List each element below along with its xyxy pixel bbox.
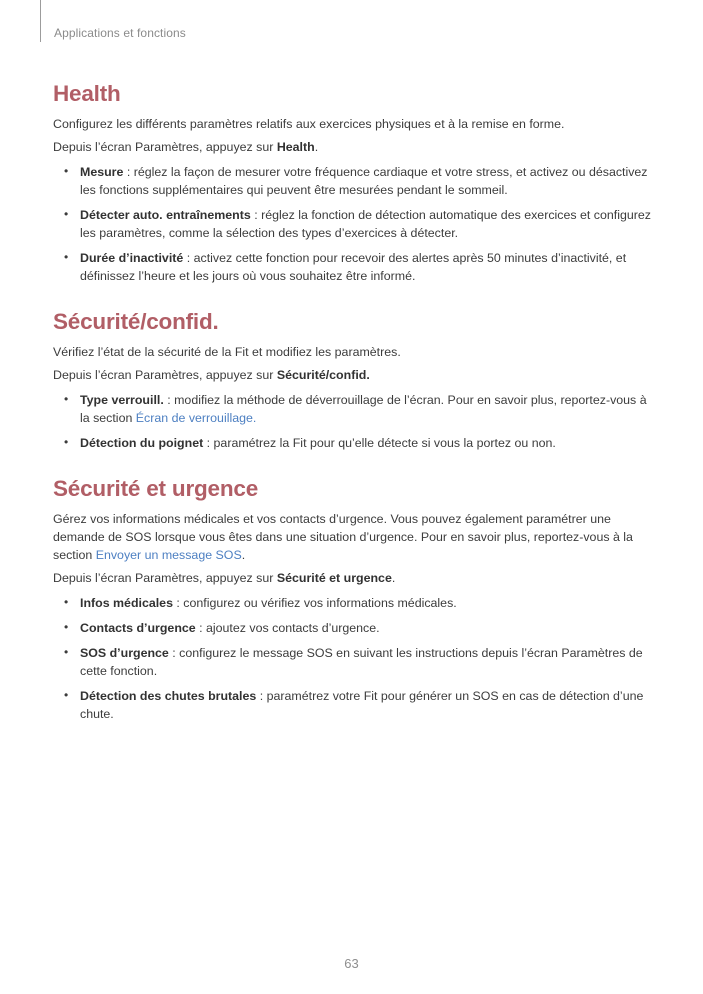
section-health <box>53 81 654 285</box>
header-rule <box>40 0 41 42</box>
link-ecran-de-verrouillage[interactable]: Écran de verrouillage. <box>135 411 257 425</box>
text-segment: . <box>314 140 319 154</box>
list-item <box>53 594 654 612</box>
section-securite-confid <box>53 309 654 452</box>
paragraph <box>53 343 654 361</box>
text-segment: . <box>241 548 246 562</box>
paragraph <box>53 138 654 156</box>
section-heading-securite-confid: Sécurité/confid. <box>53 309 219 334</box>
bold-term: Durée d’inactivité <box>80 251 184 265</box>
text-segment: : paramétrez votre Fit pour générer un SOS en cas de détection d’une chute. <box>80 689 644 721</box>
bold-term: SOS d’urgence <box>80 646 169 660</box>
paragraph <box>53 510 654 564</box>
bold-term: Détection des chutes brutales <box>80 689 257 703</box>
section-heading-securite-et-urgence: Sécurité et urgence <box>53 476 259 501</box>
text-segment: : activez cette fonction pour recevoir des alertes après 50 minutes d’inactivité, et définissez l’heure et les jours où vous souhaitez être informé. <box>80 251 627 283</box>
bold-term: Contacts d’urgence <box>80 621 196 635</box>
content <box>53 0 654 723</box>
bold-term: Health <box>276 140 315 154</box>
section-heading-health: Health <box>53 81 121 106</box>
bold-term: Détection du poignet <box>80 436 204 450</box>
list-item <box>53 619 654 637</box>
text-segment: . <box>391 571 396 585</box>
bold-term: Type verrouill. <box>80 393 164 407</box>
bold-term: Détecter auto. entraînements <box>80 208 251 222</box>
bold-term: Infos médicales <box>80 596 173 610</box>
text-segment: : paramétrez la Fit pour qu’elle détecte si vous la portez ou non. <box>203 436 556 450</box>
text-segment: Gérez vos informations médicales et vos contacts d’urgence. Vous pouvez également paramétrer une demande de SOS lorsque vous êtes dans une situation d’urgence. Pour en savoir plus, reportez-vous à la section <box>53 512 633 562</box>
text-segment: : modifiez la méthode de déverrouillage de l’écran. Pour en savoir plus, reportez-vous à la section <box>80 393 647 425</box>
bold-term: Mesure <box>80 165 124 179</box>
text-segment: : réglez la fonction de détection automatique des exercices et configurez les paramètres, comme la sélection des types d’exercices à détecter. <box>80 208 651 240</box>
paragraph <box>53 366 654 384</box>
list-item <box>53 391 654 427</box>
text-segment: : configurez ou vérifiez vos informations médicales. <box>172 596 457 610</box>
list-item <box>53 206 654 242</box>
bold-term: Sécurité et urgence <box>276 571 392 585</box>
text-segment: Configurez les différents paramètres relatifs aux exercices physiques et à la remise en forme. <box>53 117 565 131</box>
bold-term: Sécurité/confid. <box>276 368 370 382</box>
bullet-list <box>53 163 654 285</box>
bullet-list <box>53 391 654 452</box>
bullet-list <box>53 594 654 723</box>
text-segment: Depuis l’écran Paramètres, appuyez sur <box>53 368 277 382</box>
list-item <box>53 249 654 285</box>
paragraph <box>53 115 654 133</box>
list-item <box>53 687 654 723</box>
text-segment: Vérifiez l’état de la sécurité de la Fit et modifiez les paramètres. <box>53 345 401 359</box>
text-segment: : configurez le message SOS en suivant les instructions depuis l’écran Paramètres de cette fonction. <box>80 646 643 678</box>
paragraph <box>53 569 654 587</box>
running-header: Applications et fonctions <box>54 26 186 40</box>
list-item <box>53 644 654 680</box>
link-envoyer-un-message-sos[interactable]: Envoyer un message SOS <box>95 548 242 562</box>
text-segment: : réglez la façon de mesurer votre fréquence cardiaque et votre stress, et activez ou désactivez les fonctions supplémentaires qui peuvent être mesurées pendant le sommeil. <box>80 165 648 197</box>
text-segment: Depuis l’écran Paramètres, appuyez sur <box>53 571 277 585</box>
section-securite-et-urgence <box>53 476 654 723</box>
list-item <box>53 434 654 452</box>
page-number: 63 <box>344 956 359 971</box>
text-segment: : ajoutez vos contacts d’urgence. <box>195 621 380 635</box>
list-item <box>53 163 654 199</box>
text-segment: Depuis l’écran Paramètres, appuyez sur <box>53 140 277 154</box>
